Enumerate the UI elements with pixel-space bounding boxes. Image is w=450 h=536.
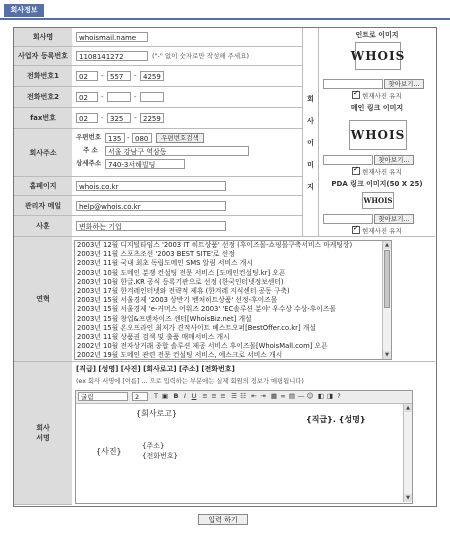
sig-photo-placeholder: {사진} [96,447,122,456]
table-icon[interactable]: ▤ [288,392,296,400]
pda-logo-text: WHOIS [363,196,393,205]
intro-logo-text: WHOIS [350,49,406,63]
history-line: 2003년 12월 디지털타임스 '2003 IT 히트상품' 선정 (후이즈몰-쇼핑몰구축서비스 마케팅상) [77,241,353,249]
pda-keep-label: 현재사진 유지 [362,227,402,235]
main-link-image-title: 메인 링크 이미지 [350,104,404,112]
dash: - [134,72,137,80]
help-icon[interactable]: ? [337,392,341,400]
submit-button[interactable]: 입력 하기 [198,514,248,525]
dash: - [134,114,137,122]
scroll-down-icon[interactable]: ▼ [404,494,412,502]
label-phone2: 전화번호2 [14,87,72,108]
intro-browse-button[interactable]: 찾아보기... [384,79,424,89]
history-scrollbar[interactable] [382,241,391,359]
phone2-last-input[interactable] [140,92,164,102]
image-icon[interactable]: ▦ [270,392,278,400]
biz-number-input[interactable]: 1108141272 [76,51,148,61]
history-line: 2003년 11월 상품권 검색 및 출품 매매서비스 개시 [77,333,230,342]
dash: - [127,134,130,142]
history-line: 2003년 10월 한글.KR 공식 등록기관으로 선정 (한국인터넷정보센터) [77,277,284,286]
slogan-input[interactable]: 변화하는 기업 [76,221,226,231]
zip2-input[interactable]: 080 [132,133,152,143]
signature-example: (ex 회사 서명에 [이름] ... 으로 입력하는 부분에는 실제 회원의 정보가 매핑됩니다) [76,378,304,385]
sig-phone-placeholder: {전화번호} [142,452,178,460]
company-image-label [303,88,318,198]
phone2-mid-input[interactable] [107,92,131,102]
numbered-list-icon[interactable]: ☷ [240,392,246,400]
dash: - [101,93,104,101]
sig-rank-placeholder: {직급}. {성명} [306,415,366,424]
scroll-down-icon[interactable]: ▼ [383,351,391,359]
history-line: 2002년 10월 전자상거래 종합 솔루션 제공 서비스 후이즈몰[WhoisMall.com] 오픈 [77,342,328,351]
address-input[interactable]: 서울 강남구 역삼동 [105,146,249,156]
phone2-area-input[interactable]: 02 [76,92,98,102]
checkbox-icon[interactable] [352,226,360,234]
history-line: 2003년 17월 한겨레인터넷와 전략적 제휴 (한겨레 지식센터 공동 구축) [77,287,290,296]
pda-file-input[interactable] [323,214,373,224]
history-textarea[interactable] [74,240,392,360]
tab-bar [0,0,450,20]
intro-keep-label: 현재사진 유지 [362,92,402,100]
detail-address-input[interactable]: 740-3서해빌딩 [105,159,185,169]
detail-addr-label: 상세주소 [76,159,102,167]
underline-icon[interactable]: U [191,392,197,400]
row-divider [72,86,302,87]
addr-label: 주 소 [83,146,98,154]
pda-keep-checkbox[interactable] [352,226,402,236]
zip-search-button[interactable]: 우편번호검색 [156,133,204,143]
checkbox-icon[interactable] [352,91,360,99]
intro-image-title: 인트로 이미지 [355,31,399,39]
list-icon[interactable]: ☰ [231,392,237,400]
align-left-icon[interactable]: ≡ [202,392,208,400]
intro-keep-checkbox[interactable] [352,91,402,101]
fax-mid-input[interactable]: 325 [107,113,131,123]
align-right-icon[interactable]: ≡ [220,392,226,400]
size-select[interactable] [132,392,148,401]
history-line: 2003년 15월 서울경제 '2003 상반기 벤처히트상품' 선정-후이즈몰 [77,296,278,305]
hr-icon[interactable]: ― [297,392,305,400]
phone1-mid-input[interactable]: 557 [107,71,131,81]
fax-area-input[interactable]: 02 [76,113,98,123]
admin-mail-input[interactable]: help@whois.co.kr [76,201,226,211]
main-link-logo-text: WHOIS [350,128,406,142]
intro-logo-image [350,42,406,70]
row-divider [72,65,302,66]
history-lines [75,241,382,360]
editor-scrollbar[interactable] [403,404,412,502]
emoticon-icon[interactable]: ☺ [306,392,314,400]
sig-addr-placeholder: {주소} [142,442,165,450]
preview-icon[interactable]: ◨ [326,392,334,400]
row-divider [72,361,435,362]
text-color-icon[interactable]: T [154,392,158,400]
align-center-icon[interactable]: ≡ [211,392,217,400]
dash: - [101,114,104,122]
bold-icon[interactable]: B [173,392,179,400]
phone1-area-input[interactable]: 02 [76,71,98,81]
tab-company-info[interactable]: 회사정보 [4,4,44,17]
indent-icon[interactable]: ⇥ [260,392,266,400]
scroll-up-icon[interactable]: ▲ [383,241,391,249]
phone1-last-input[interactable]: 4259 [140,71,164,81]
history-line: 2003년 10월 도메인 분쟁 컨설팅 전문 서비스 [도메인컨설팅.kr] 오픈 [77,268,286,277]
main-link-logo-image [349,120,407,150]
label-phone1: 전화번호1 [14,66,72,87]
history-line: 2003년 15월 온오프라인 최저가 견적사이트 베스트오퍼[BestOffer.co.kr] 개설 [77,323,316,332]
signature-editor[interactable] [75,390,413,504]
label-biz-number: 사업자 등록번호 [14,47,72,66]
scroll-up-icon[interactable]: ▲ [404,404,412,412]
fax-last-input[interactable]: 2259 [140,113,164,123]
row-divider [72,107,302,108]
label-address: 회사주소 [14,129,72,177]
homepage-input[interactable]: whois.co.kr [76,181,226,191]
size-select-value: 2 [135,393,140,401]
history-line: 2003년 15월 창업&프랜차이즈 센터[WhoisBiz.net] 개설 [77,314,252,323]
editor-toolbar [76,391,412,404]
pda-logo-image [362,192,394,209]
pda-browse-button[interactable]: 찾아보기... [374,214,414,224]
history-line: 2002년 19월 도메인 관련 전문 컨설팅 서비스, 에스크로 서비스 개시 [77,351,283,360]
outdent-icon[interactable]: ⇤ [251,392,257,400]
label-homepage: 홈페이지 [14,177,72,196]
zip1-input[interactable]: 135 [105,133,125,143]
label-signature: 회사 서명 [14,362,72,505]
dash: - [101,72,104,80]
row-divider [72,176,302,177]
label-history: 연혁 [14,237,72,362]
source-icon[interactable]: ◧ [317,392,325,400]
row-divider [72,46,302,47]
label-company-name: 회사명 [14,28,72,47]
history-line: 2003년 15월 서울경제 'e-커머스 어워즈 2003' 'EC솔루션 분야' 우수상 수상-후이즈몰 [77,305,336,314]
pda-image-title: PDA 링크 이미지(50 X 25) [331,180,423,188]
row-divider [72,215,302,216]
tab-underline [0,18,450,20]
intro-file-input[interactable] [323,79,383,89]
main-link-file-input[interactable] [323,155,373,165]
font-select[interactable] [78,392,128,401]
row-divider [72,236,435,237]
dash: - [134,93,137,101]
company-image-label-text: 회사이미지 [307,95,314,191]
main-link-browse-button[interactable]: 찾아보기... [374,155,414,165]
label-slogan: 사훈 [14,216,72,237]
main-link-keep-label: 현재사진 유지 [362,168,402,176]
bg-color-icon[interactable]: ▣ [161,392,169,400]
italic-icon[interactable]: I [184,392,186,400]
sig-logo-placeholder: {회사로고} [136,409,178,418]
scroll-thumb[interactable] [384,250,390,308]
main-link-keep-checkbox[interactable] [352,167,402,177]
checkbox-icon[interactable] [352,167,360,175]
row-divider [72,128,302,129]
label-admin-mail: 관리자 메일 [14,196,72,216]
row-divider [72,195,302,196]
history-line: 2003년 11월 스포츠조선 '2003 BEST SITE'로 선정 [77,250,235,259]
biz-number-note: ("-" 없이 숫자로만 작성해 주세요) [152,52,250,60]
font-select-value: 굴림 [81,393,94,401]
zip-label: 우편번호 [76,133,102,141]
link-icon[interactable]: ∞ [280,392,286,400]
history-line: 2003년 11월 국내 최초 독립도메인 SMS 알림 서비스 개시 [77,259,253,268]
company-name-input[interactable]: whoismail.name [76,32,148,42]
column-divider [318,28,319,236]
label-fax: fax번호 [14,108,72,129]
signature-tags: [직급] [성명] [사진] [회사로고] [주소] [전화번호] [76,365,235,373]
